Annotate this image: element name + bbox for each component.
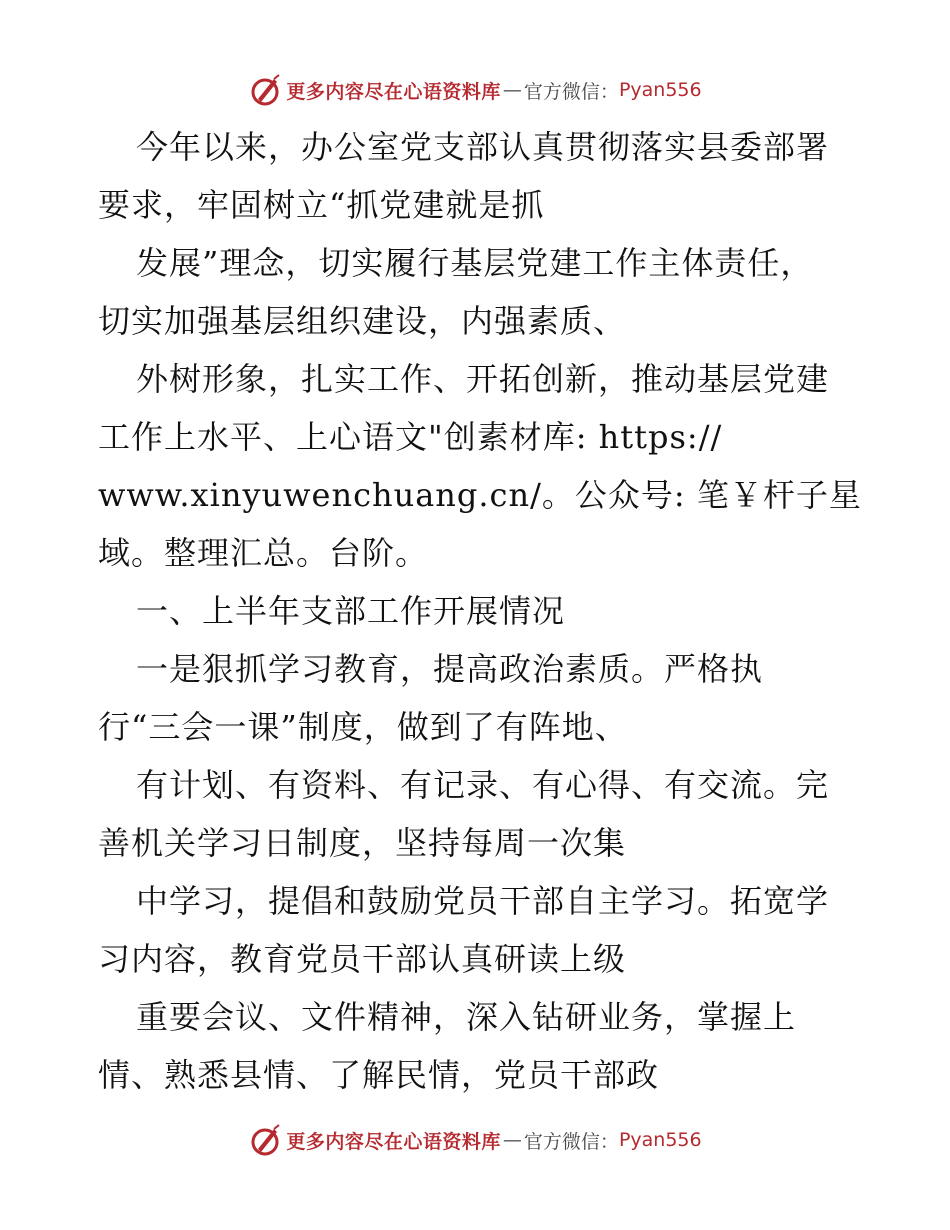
banner-brand: 更多内容尽在心语资料库 (286, 80, 501, 103)
body-line: 中学习，提倡和鼓励党员干部自主学习。拓宽学 (136, 882, 830, 920)
section-heading: 一、上半年支部工作开展情况 (136, 592, 566, 630)
body-line: 行“三会一课”制度，做到了有阵地、 (98, 708, 628, 746)
body-line: 域。整理汇总。台阶。 (98, 534, 429, 572)
body-line: 重要会议、文件精神，深入钻研业务，掌握上 (136, 998, 797, 1036)
body-line: 习内容，教育党员干部认真研读上级 (98, 940, 627, 978)
body-line: www.xinyuwenchuang.cn/。公众号: 笔￥杆子星 (98, 476, 862, 514)
body-line: 切实加强基层组织建设，内强素质、 (98, 302, 627, 340)
banner-brand: 更多内容尽在心语资料库 (286, 1130, 501, 1153)
body-line: 善机关学习日制度，坚持每周一次集 (98, 824, 627, 862)
body-line: 有计划、有资料、有记录、有心得、有交流。完 (136, 766, 830, 804)
body-line: 情、熟悉县情、了解民情，党员干部政 (98, 1056, 660, 1094)
document-body (98, 118, 862, 1104)
body-line: 发展”理念，切实履行基层党建工作主体责任， (136, 244, 814, 282)
banner-dash: — (502, 1129, 522, 1151)
body-line: 外树形象，扎实工作、开拓创新，推动基层党建 (136, 360, 830, 398)
banner-wechat-id: Pyan556 (618, 79, 702, 101)
banner-dash: — (502, 79, 522, 101)
body-line: 一是狠抓学习教育，提高政治素质。严格执 (136, 650, 764, 688)
banner-wechat-label: 官方微信： (523, 1130, 619, 1153)
banner-wechat-label: 官方微信： (523, 80, 619, 103)
footer-banner (0, 1120, 950, 1160)
body-line: 要求，牢固树立“抓党建就是抓 (98, 186, 545, 224)
header-banner (0, 70, 950, 110)
body-line: 工作上水平、上心语文"创素材库: https:// (98, 418, 723, 456)
quill-pen-logo-icon (248, 1123, 282, 1157)
banner-wechat-id: Pyan556 (618, 1129, 702, 1151)
quill-pen-logo-icon (248, 73, 282, 107)
body-line: 今年以来，办公室党支部认真贯彻落实县委部署 (136, 128, 830, 166)
